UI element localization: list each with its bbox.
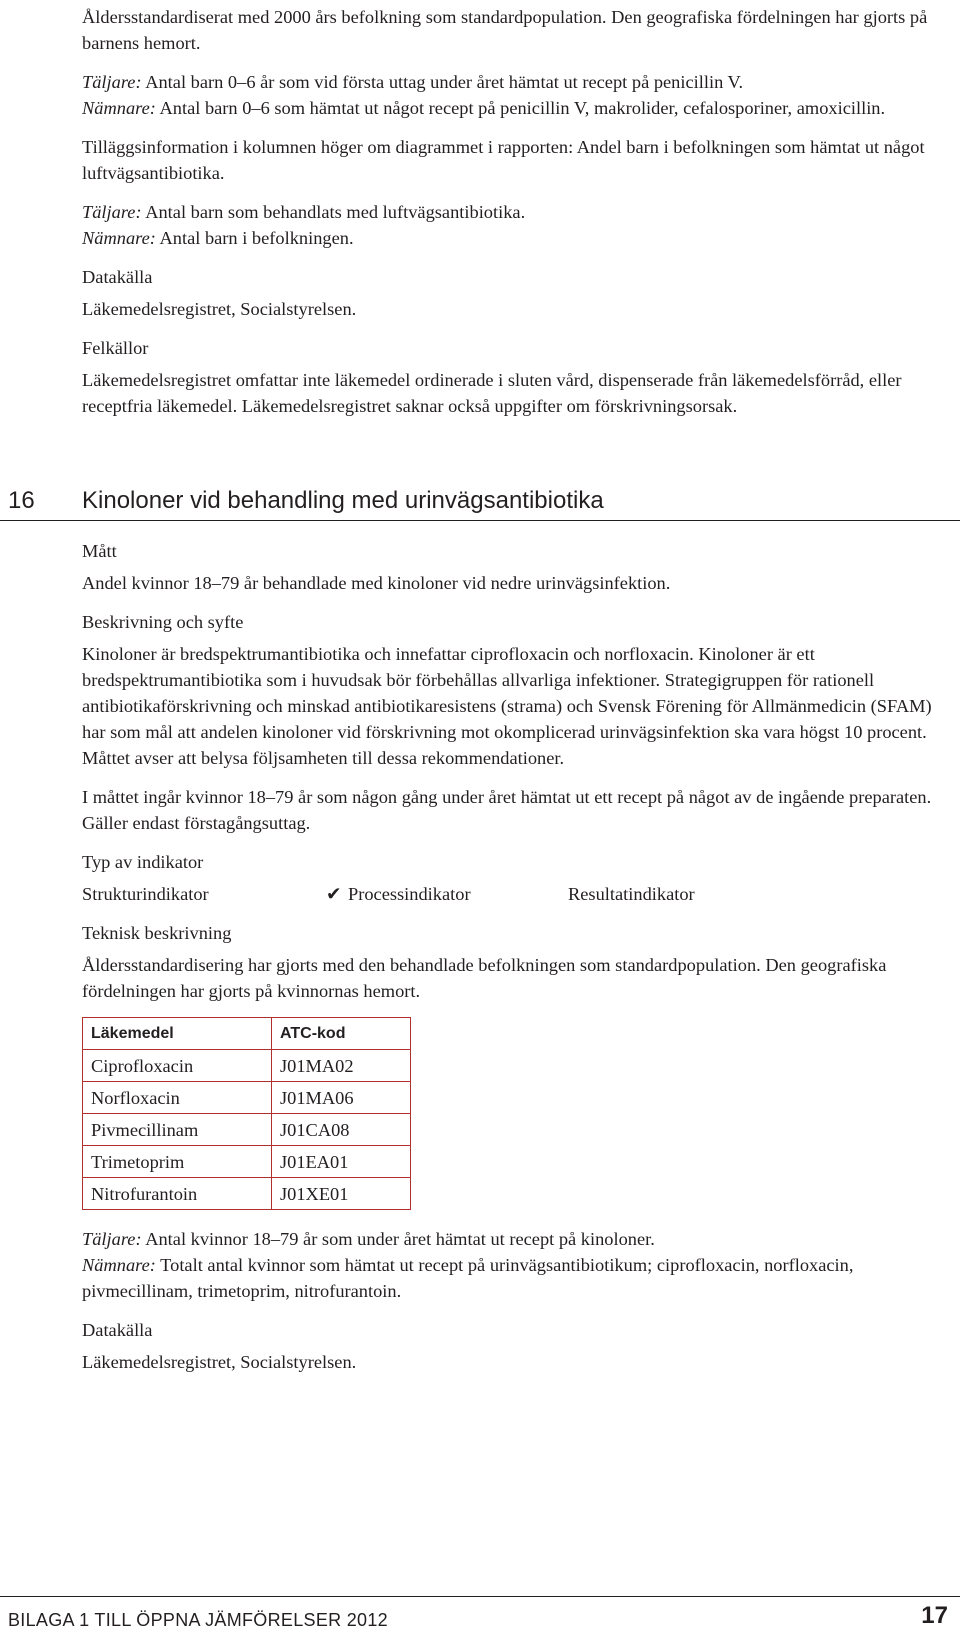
structure-indicator-label: Strukturindikator xyxy=(82,884,209,904)
table-row xyxy=(83,1146,411,1178)
table-cell-atc: J01MA02 xyxy=(272,1050,411,1082)
table-cell-atc: J01XE01 xyxy=(272,1178,411,1210)
description-heading: Beskrivning och syfte xyxy=(82,612,244,632)
table-row xyxy=(83,1114,411,1146)
numerator-line xyxy=(82,69,950,95)
table-cell-drug: Ciprofloxacin xyxy=(83,1050,272,1082)
section-heading xyxy=(0,486,960,521)
table-cell-drug: Nitrofurantoin xyxy=(83,1178,272,1210)
indicator-type-row xyxy=(82,881,950,907)
section-numerator-label: Täljare: xyxy=(82,1229,142,1249)
footer-publication-title: BILAGA 1 TILL ÖPPNA JÄMFÖRELSER 2012 xyxy=(8,1610,388,1630)
process-indicator-label: Processindikator xyxy=(348,884,471,904)
section-number: 16 xyxy=(8,487,35,514)
page-footer xyxy=(0,1596,960,1634)
table-header-row xyxy=(83,1018,411,1050)
data-source-text: Läkemedelsregistret, Socialstyrelsen. xyxy=(82,299,357,319)
table-cell-atc: J01MA06 xyxy=(272,1082,411,1114)
table-header-atc: ATC-kod xyxy=(272,1018,411,1050)
table-cell-drug: Trimetoprim xyxy=(83,1146,272,1178)
table-cell-drug: Norfloxacin xyxy=(83,1082,272,1114)
atc-code-table xyxy=(82,1017,411,1210)
numerator-text: Antal barn 0–6 år som vid första uttag under året hämtat ut recept på penicillin V. xyxy=(141,72,744,92)
error-sources-heading: Felkällor xyxy=(82,338,149,358)
indicator-type-heading: Typ av indikator xyxy=(82,852,204,872)
numerator-line-2 xyxy=(82,199,950,225)
data-source-heading: Datakälla xyxy=(82,267,153,287)
section-numerator-line xyxy=(82,1226,950,1252)
result-indicator-label: Resultatindikator xyxy=(568,884,695,904)
section-denominator-text: Totalt antal kvinnor som hämtat ut recept på urinvägsantibiotikum; ciprofloxacin, norfloxacin, pivmecillinam, trimetoprim, nitrofurantoin. xyxy=(82,1255,854,1301)
section-body xyxy=(82,538,950,1388)
section-denominator-line xyxy=(82,1252,950,1304)
description-paragraph-1: Kinoloner är bredspektrumantibiotika och innefattar ciprofloxacin och norfloxacin. Kinoloner är ett bredspektrumantibiotika som i huvudsak bör förbehållas allvarliga infektioner. Strategigruppen för rationell antibiotikaförskrivning och minskad antibiotikaresistens (strama) och Svensk Förening för Allmänmedicin (SFAM) har som mål att andelen kinoloner vid förskrivning mot okomplicerad urinvägsinfektion ska vara högst 10 procent. Måttet avser att belysa följsamheten till dessa rekommendationer. xyxy=(82,644,932,768)
measure-heading: Mått xyxy=(82,541,117,561)
table-cell-atc: J01EA01 xyxy=(272,1146,411,1178)
section-data-source-heading: Datakälla xyxy=(82,1320,153,1340)
denominator-label: Nämnare: xyxy=(82,98,156,118)
technical-description-text: Åldersstandardisering har gjorts med den behandlade befolkningen som standardpopulation. Den geografiska fördelningen har gjorts på kvinnornas hemort. xyxy=(82,955,887,1001)
measure-text: Andel kvinnor 18–79 år behandlade med kinoloner vid nedre urinvägsinfektion. xyxy=(82,573,671,593)
section-data-source-text: Läkemedelsregistret, Socialstyrelsen. xyxy=(82,1352,357,1372)
top-section xyxy=(82,4,950,432)
table-cell-atc: J01CA08 xyxy=(272,1114,411,1146)
denominator-line xyxy=(82,95,950,121)
age-standardization-paragraph: Åldersstandardiserat med 2000 års befolkning som standardpopulation. Den geografiska fördelningen har gjorts på barnens hemort. xyxy=(82,7,928,53)
numerator-text-2: Antal barn som behandlats med luftvägsantibiotika. xyxy=(141,202,526,222)
table-row xyxy=(83,1050,411,1082)
table-row xyxy=(83,1082,411,1114)
checkmark-icon: ✔ xyxy=(326,884,342,904)
denominator-text-2: Antal barn i befolkningen. xyxy=(155,228,354,248)
technical-description-heading: Teknisk beskrivning xyxy=(82,923,232,943)
section-title: Kinoloner vid behandling med urinvägsantibiotika xyxy=(82,487,604,514)
table-cell-drug: Pivmecillinam xyxy=(83,1114,272,1146)
page-number: 17 xyxy=(921,1602,948,1629)
numerator-label-2: Täljare: xyxy=(82,202,142,222)
section-numerator-text: Antal kvinnor 18–79 år som under året hämtat ut recept på kinoloner. xyxy=(141,1229,655,1249)
section-denominator-label: Nämnare: xyxy=(82,1255,156,1275)
description-paragraph-2: I måttet ingår kvinnor 18–79 år som någon gång under året hämtat ut ett recept på något av de ingående preparaten. Gäller endast förstagångsuttag. xyxy=(82,787,932,833)
denominator-line-2 xyxy=(82,225,950,251)
denominator-text: Antal barn 0–6 som hämtat ut något recept på penicillin V, makrolider, cefalosporiner, amoxicillin. xyxy=(155,98,886,118)
additional-info-paragraph: Tilläggsinformation i kolumnen höger om diagrammet i rapporten: Andel barn i befolkningen som hämtat ut något luftvägsantibiotika. xyxy=(82,137,925,183)
table-header-drug: Läkemedel xyxy=(83,1018,272,1050)
numerator-label: Täljare: xyxy=(82,72,142,92)
denominator-label-2: Nämnare: xyxy=(82,228,156,248)
error-sources-text: Läkemedelsregistret omfattar inte läkemedel ordinerade i sluten vård, dispenserade från läkemedelsförråd, eller receptfria läkemedel. Läkemedelsregistret saknar också uppgifter om förskrivningsorsak. xyxy=(82,370,902,416)
table-row xyxy=(83,1178,411,1210)
